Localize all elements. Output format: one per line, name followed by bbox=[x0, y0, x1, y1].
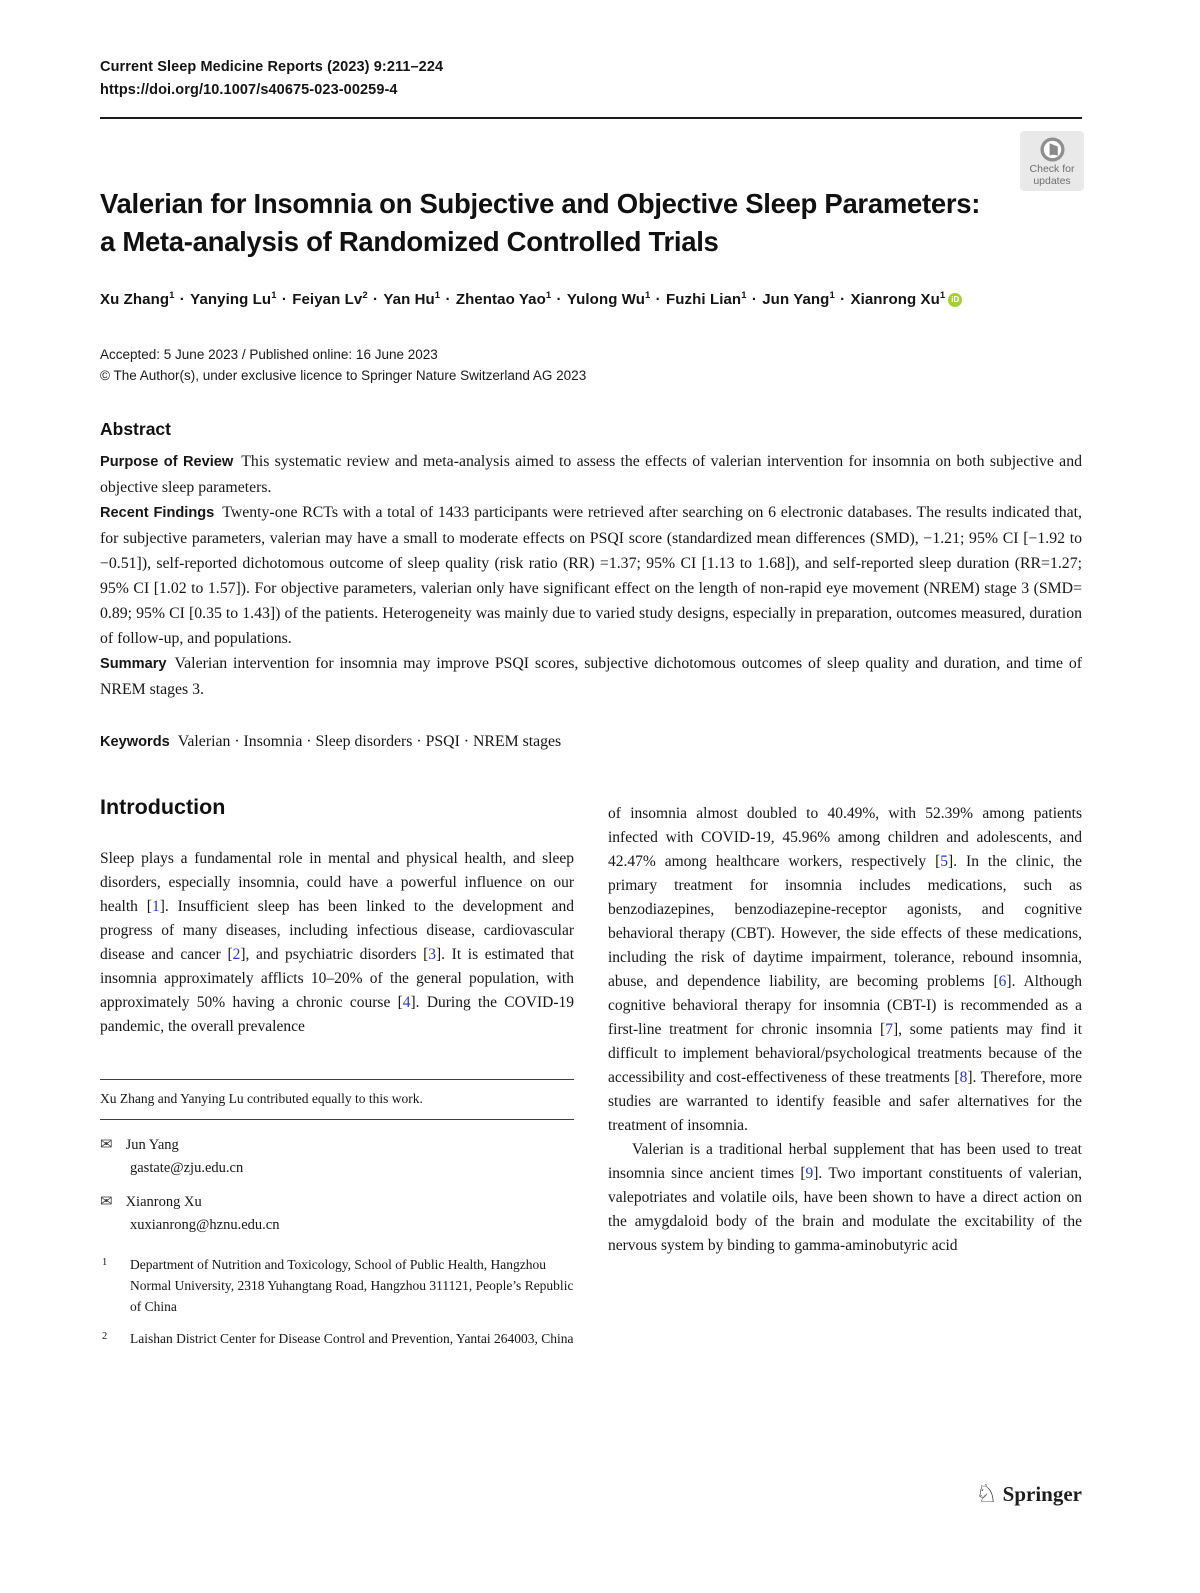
author-name: Yulong Wu$^1$ bbox=[566, 290, 651, 308]
doi-link[interactable]: https://doi.org/10.1007/s40675-023-00259-4 bbox=[100, 82, 398, 98]
text-run: ]. In the clinic, the primary treatment for insomnia includes medications, such as benzodiazepines, benzodiazepine-receptor agonists, and cognitive behavioral therapy (CBT). However, the side effects of these medications, including the risk of daytime impairment, tolerance, rebound insomnia, abuse, and dependence liability, are becoming problems [ bbox=[608, 853, 1083, 990]
envelope-icon: ✉ bbox=[100, 1137, 113, 1153]
affiliation-2 bbox=[100, 1328, 574, 1349]
author-separator: · bbox=[747, 291, 762, 308]
text-run: Sleep plays a fundamental role in mental and physical health, and sleep disorders, especially insomnia, could have a powerful influence on our health [ bbox=[100, 850, 574, 915]
orcid-icon[interactable]: iD bbox=[948, 293, 962, 307]
author-separator: · bbox=[552, 291, 566, 308]
affiliation-1 bbox=[100, 1254, 574, 1317]
text-run: ]. It is estimated that insomnia approximately afflicts 10–20% of the general population, with approximately 50% having a chronic course [ bbox=[100, 946, 574, 1011]
abstract-purpose bbox=[100, 449, 1082, 500]
purpose-text: This systematic review and meta-analysis aimed to assess the effects of valerian intervention for insomnia on both subjective and objective sleep parameters. bbox=[100, 453, 1082, 496]
contact-email-link[interactable]: xuxianrong@hznu.edu.cn bbox=[130, 1217, 280, 1233]
left-column bbox=[100, 795, 574, 1349]
author-name: Yan Hu$^1$ bbox=[383, 290, 441, 308]
author-list bbox=[100, 291, 1082, 308]
body-paragraph-continuation bbox=[608, 802, 1082, 1138]
check-for-updates-icon bbox=[1039, 136, 1066, 163]
abstract-heading: Abstract bbox=[100, 419, 171, 439]
text-run: of insomnia almost doubled to 40.49%, with 52.39% among patients infected with COVID-19, 45.96% among children and adolescents, and 42.47% among healthcare workers, respectively [ bbox=[608, 805, 1082, 870]
accepted-published-line: Accepted: 5 June 2023 / Published online: 16 June 2023 bbox=[100, 347, 438, 362]
author-separator: · bbox=[651, 291, 666, 308]
footnote-rule-bottom bbox=[100, 1119, 574, 1120]
affiliation-text: Department of Nutrition and Toxicology, School of Public Health, Hangzhou Normal University, 2318 Yuhangtang Road, Hangzhou 311121, People’s Republic of China bbox=[130, 1257, 574, 1314]
introduction-heading: Introduction bbox=[100, 795, 226, 819]
text-run: ]. Although cognitive behavioral therapy for insomnia (CBT-I) is recommended as a first-line treatment for chronic insomnia [ bbox=[608, 973, 1082, 1038]
body-paragraph-valerian bbox=[608, 1138, 1082, 1258]
right-column bbox=[608, 795, 1082, 1349]
citation-ref[interactable]: 5 bbox=[940, 853, 949, 870]
author-name: Xu Zhang$^1$ bbox=[100, 290, 175, 308]
title-line-1: Valerian for Insomnia on Subjective and Objective Sleep Parameters: bbox=[100, 188, 981, 219]
citation-ref[interactable]: 1 bbox=[151, 898, 160, 915]
author-separator: · bbox=[368, 291, 383, 308]
text-run: ], some patients may find it difficult to implement behavioral/psychological treatments because of the accessibility and cost-effectiveness of these treatments [ bbox=[608, 1021, 1082, 1086]
two-column-body bbox=[100, 795, 1082, 1349]
citation-ref[interactable]: 3 bbox=[428, 946, 437, 963]
purpose-label: Purpose of Review bbox=[100, 454, 234, 470]
springer-knight-icon: ♘ bbox=[975, 1481, 998, 1508]
springer-logo bbox=[975, 1482, 1082, 1507]
author-name: Fuzhi Lian$^1$ bbox=[666, 290, 747, 308]
findings-label: Recent Findings bbox=[100, 505, 215, 521]
citation-ref[interactable]: 7 bbox=[885, 1021, 893, 1038]
author-name: Xianrong Xu$^1$ bbox=[850, 290, 946, 308]
article-title bbox=[100, 185, 1082, 261]
keywords-label: Keywords bbox=[100, 734, 170, 750]
keywords-line bbox=[100, 729, 1082, 755]
abstract-findings bbox=[100, 500, 1082, 651]
author-name: Feiyan Lv$^2$ bbox=[292, 290, 368, 308]
text-run: ]. Therefore, more studies are warranted to identify feasible and safer alternatives for the treatment of insomnia. bbox=[608, 1069, 1082, 1134]
publication-dates bbox=[100, 344, 1082, 386]
author-name: Jun Yang$^1$ bbox=[762, 290, 835, 308]
keywords-text: Valerian · Insomnia · Sleep disorders · PSQI · NREM stages bbox=[177, 733, 562, 750]
author-separator: · bbox=[175, 291, 190, 308]
contact-jun-yang bbox=[100, 1135, 574, 1179]
text-run: ]. During the COVID-19 pandemic, the overall prevalence bbox=[100, 994, 574, 1035]
text-run: ]. Insufficient sleep has been linked to the development and progress of many diseases, including infectious disease, cardiovascular disease and cancer [ bbox=[100, 898, 574, 963]
citation-ref[interactable]: 8 bbox=[959, 1069, 968, 1086]
contact-email-link[interactable]: gastate@zju.edu.cn bbox=[130, 1160, 244, 1176]
contact-name: Xianrong Xu bbox=[125, 1194, 202, 1210]
text-run: Valerian is a traditional herbal supplement that has been used to treat insomnia since ancient times [ bbox=[608, 1141, 1082, 1182]
abstract-summary bbox=[100, 651, 1082, 702]
springer-wordmark: Springer bbox=[1002, 1482, 1082, 1506]
author-separator: · bbox=[441, 291, 455, 308]
text-run: ], and psychiatric disorders [ bbox=[240, 946, 429, 963]
affiliation-number: 1 bbox=[102, 1257, 108, 1268]
header-rule bbox=[100, 117, 1082, 119]
check-for-updates-badge[interactable] bbox=[1020, 131, 1084, 191]
author-separator: · bbox=[835, 291, 850, 308]
title-line-2: a Meta-analysis of Randomized Controlled Trials bbox=[100, 226, 719, 257]
contact-name-row bbox=[100, 1135, 574, 1156]
findings-text: Twenty-one RCTs with a total of 1433 participants were retrieved after searching on 6 electronic databases. The results indicated that, for subjective parameters, valerian may have a small to moderate effects on PSQI score (standardized mean differences (SMD), −1.21; 95% CI [−1.92 to −0.51]), self-reported dichotomous outcome of sleep quality (risk ratio (RR) =1.37; 95% CI [1.13 to 1.68]), and self-reported sleep duration (RR=1.27; 95% CI [1.02 to 1.57]). For objective parameters, valerian only have significant effect on the length of non-rapid eye movement (NREM) stage 3 (SMD= 0.89; 95% CI [0.35 to 1.43]) of the patients. Heterogeneity was mainly due to varied study designs, especially in preparation, outcomes measured, duration of follow-up, and populations. bbox=[100, 504, 1083, 647]
affiliation-text: Laishan District Center for Disease Control and Prevention, Yantai 264003, China bbox=[130, 1331, 574, 1346]
text-run: ]. Two important constituents of valerian, valepotriates and volatile oils, have been shown to have a direct action on the amygdaloid body of the brain and modulate the excitability of the nervous system by binding to gamma-aminobutyric acid bbox=[608, 1165, 1082, 1254]
introduction-paragraph bbox=[100, 847, 574, 1039]
equal-contribution-note: Xu Zhang and Yanying Lu contributed equally to this work. bbox=[100, 1091, 423, 1106]
author-separator: · bbox=[277, 291, 292, 308]
page-header bbox=[0, 0, 1200, 119]
citation-ref[interactable]: 9 bbox=[805, 1165, 814, 1182]
corresponding-authors bbox=[100, 1135, 574, 1236]
citation-ref[interactable]: 6 bbox=[998, 973, 1007, 990]
citation-ref[interactable]: 2 bbox=[232, 946, 241, 963]
citation-ref[interactable]: 4 bbox=[402, 994, 411, 1011]
contact-xianrong-xu bbox=[100, 1192, 574, 1236]
badge-text-line2: updates bbox=[1033, 175, 1071, 187]
author-name: Zhentao Yao$^1$ bbox=[455, 290, 552, 308]
affiliation-number: 2 bbox=[102, 1331, 108, 1342]
summary-label: Summary bbox=[100, 656, 167, 672]
abstract-section bbox=[100, 419, 1082, 702]
contact-name: Jun Yang bbox=[125, 1137, 179, 1153]
author-name: Yanying Lu$^1$ bbox=[190, 290, 277, 308]
summary-text: Valerian intervention for insomnia may improve PSQI scores, subjective dichotomous outcomes of sleep quality and duration, and time of NREM stages 3. bbox=[100, 655, 1082, 698]
contact-name-row bbox=[100, 1192, 574, 1213]
journal-citation: Current Sleep Medicine Reports (2023) 9:211–224 bbox=[100, 59, 444, 75]
envelope-icon: ✉ bbox=[100, 1194, 113, 1210]
copyright-line: © The Author(s), under exclusive licence to Springer Nature Switzerland AG 2023 bbox=[100, 368, 587, 383]
affiliations bbox=[100, 1254, 574, 1349]
badge-text-line1: Check for bbox=[1029, 163, 1075, 175]
footnote-block bbox=[100, 1079, 574, 1349]
